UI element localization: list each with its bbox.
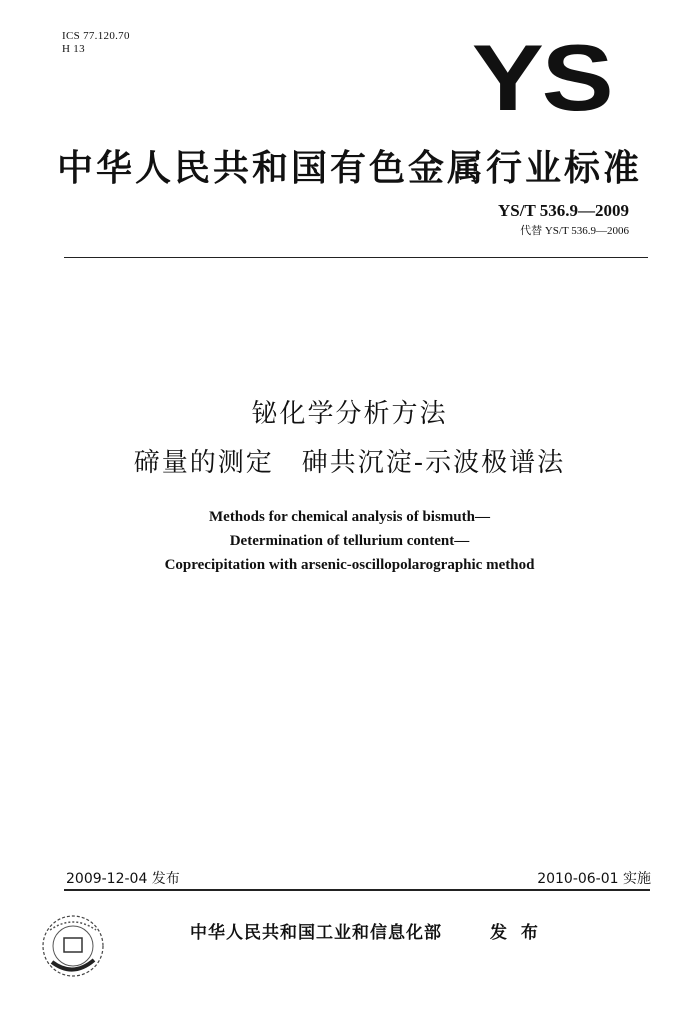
title-en-line1: Methods for chemical analysis of bismuth— [209, 509, 490, 525]
issue-date: 2009-12-04 发布 [66, 871, 180, 887]
top-divider [64, 257, 648, 258]
title-cn-line2: 碲量的测定 砷共沉淀-示波极谱法 [133, 448, 566, 478]
title-en-line2: Determination of tellurium content— [229, 533, 470, 549]
ics-code: ICS 77.120.70 [62, 30, 130, 42]
replaces-standard: 代替 YS/T 536.9—2006 [520, 225, 629, 237]
ys-logo: YS [471, 25, 611, 130]
ccs-code: H 13 [62, 43, 85, 55]
bottom-divider [64, 889, 650, 891]
title-en-line3: Coprecipitation with arsenic-oscillopolarographic method [164, 557, 535, 573]
standard-number-block [498, 201, 629, 238]
publish-label: 发 布 [490, 923, 542, 943]
issuing-ministry: 中华人民共和国工业和信息化部 [190, 923, 442, 943]
implementation-date: 2010-06-01 实施 [537, 871, 651, 887]
title-cn-line1: 铋化学分析方法 [251, 399, 448, 429]
standard-organization-title: 中华人民共和国有色金属行业标准 [56, 148, 642, 189]
standard-number: YS/T 536.9—2009 [498, 201, 629, 220]
classification-codes [62, 30, 130, 56]
publisher-seal-icon [38, 910, 108, 982]
